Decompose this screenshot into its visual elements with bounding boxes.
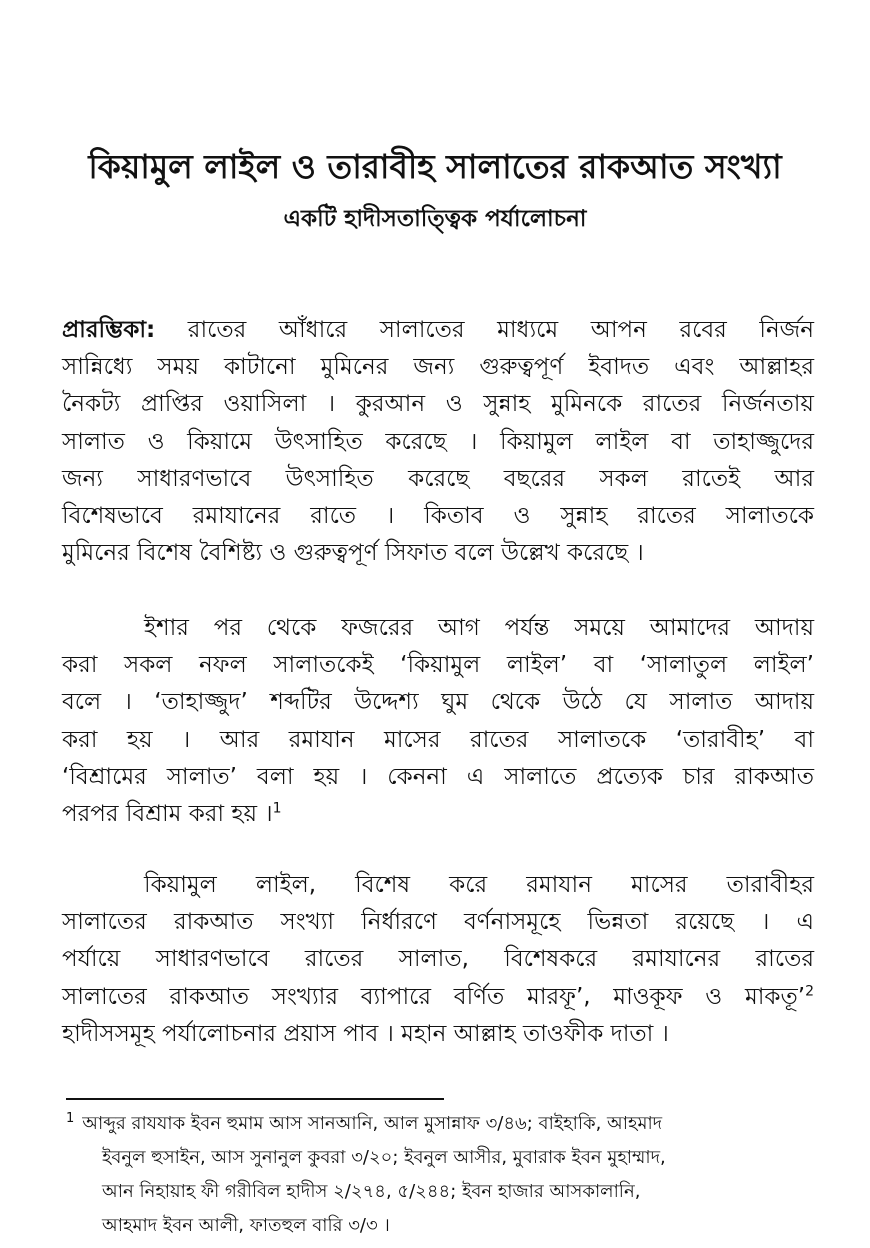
footnote-divider [66,1098,444,1100]
paragraph-definitions [62,610,814,833]
paragraph-line: সালাত ও কিয়ামে উৎসাহিত করেছে । কিয়ামুল লাইল বা তাহাজ্জুদের [62,428,814,455]
document-title: কিয়ামুল লাইল ও তারাবীহ সালাতের রাকআত সংখ্যা [88,147,782,186]
paragraph-line-text: পরপর বিশ্রাম করা হয় । [62,801,273,828]
document-subtitle: একটি হাদীসতাত্ত্বিক পর্যালোচনা [283,206,587,232]
paragraph-line: হাদীসসমূহ পর্যালোচনার প্রয়াস পাব । মহান আল্লাহ তাওফীক দাতা । [62,1020,669,1047]
paragraph-scope [62,867,814,1053]
footnote-mark: 1 [66,1111,75,1126]
paragraph-line: নৈকট্য প্রাপ্তির ওয়াসিলা । কুরআন ও সুন্নাহ মুমিনকে রাতের নির্জনতায় [62,391,814,418]
paragraph-line: জন্য সাধারণভাবে উৎসাহিত করেছে বছরের সকল রাতেই আর [62,465,814,492]
paragraph-line: মুমিনের বিশেষ বৈশিষ্ট্য ও গুরুত্বপূর্ণ সিফাত বলে উল্লেখ করেছে । [62,540,644,567]
paragraph-line: সান্নিধ্যে সময় কাটানো মুমিনের জন্য গুরুত্বপূর্ণ ইবাদত এবং আল্লাহর [62,354,814,381]
paragraph-line [62,796,814,833]
paragraph-line: কিয়ামুল লাইল, বিশেষ করে রমাযান মাসের তারাবীহর [144,872,814,898]
paragraph-intro [62,312,814,572]
footnote-reference[interactable]: 2 [805,982,814,999]
footnote-line [66,1107,806,1141]
paragraph-line: ‘বিশ্রামের সালাত’ বলা হয় । কেননা এ সালাতে প্রত্যেক চার রাকআত [62,763,814,790]
footnote-reference[interactable]: 1 [272,800,282,817]
paragraph-line-text: রাতের আঁধারে সালাতের মাধ্যমে আপন রবের নির্জন [155,317,814,343]
paragraph-line [62,979,814,1016]
paragraph-line-text: সালাতের রাকআত সংখ্যার ব্যাপারে বর্ণিত মারফূ’, মাওকূফ ও মাকতূ’ [62,983,806,1010]
paragraph-lead: প্রারম্ভিকা: [62,317,156,343]
footnote-line: ইবনুল হুসাইন, আস সুনানুল কুবরা ৩/২০; ইবনুল আসীর, মুবারাক ইবন মুহাম্মাদ, [102,1147,666,1168]
paragraph-line: বলে । ‘তাহাজ্জুদ’ শব্দটির উদ্দেশ্য ঘুম থেকে উঠে যে সালাত আদায় [62,689,814,716]
footnote-line: আহমাদ ইবন আলী, ফাতহুল বারি ৩/৩ । [102,1215,390,1236]
paragraph-line: বিশেষভাবে রমাযানের রাতে । কিতাব ও সুন্নাহ রাতের সালাতকে [62,503,814,530]
paragraph-line: পর্যায়ে সাধারণভাবে রাতের সালাত, বিশেষকরে রমাযানের রাতের [62,946,814,973]
paragraph-line: সালাতের রাকআত সংখ্যা নির্ধারণে বর্ণনাসমূহে ভিন্নতা রয়েছে । এ [62,909,814,936]
paragraph-line: করা সকল নফল সালাতকেই ‘কিয়ামুল লাইল’ বা ‘সালাতুল লাইল’ [62,652,814,679]
paragraph-line [62,312,814,349]
paragraph-line: করা হয় । আর রমাযান মাসের রাতের সালাতকে ‘তারাবীহ’ বা [62,726,814,753]
footnote-line-text: আব্দুর রাযযাক ইবন হুমাম আস সানআনি, আল মুসান্নাফ ৩/৪৬; বাইহাকি, আহমাদ [82,1113,663,1134]
footnote [66,1107,806,1243]
paragraph-line: ইশার পর থেকে ফজরের আগ পর্যন্ত সময়ে আমাদের আদায় [144,615,814,641]
footnote-line: আন নিহায়াহ ফী গরীবিল হাদীস ২/২৭৪, ৫/২৪৪; ইবন হাজার আসকালানি, [102,1181,641,1202]
